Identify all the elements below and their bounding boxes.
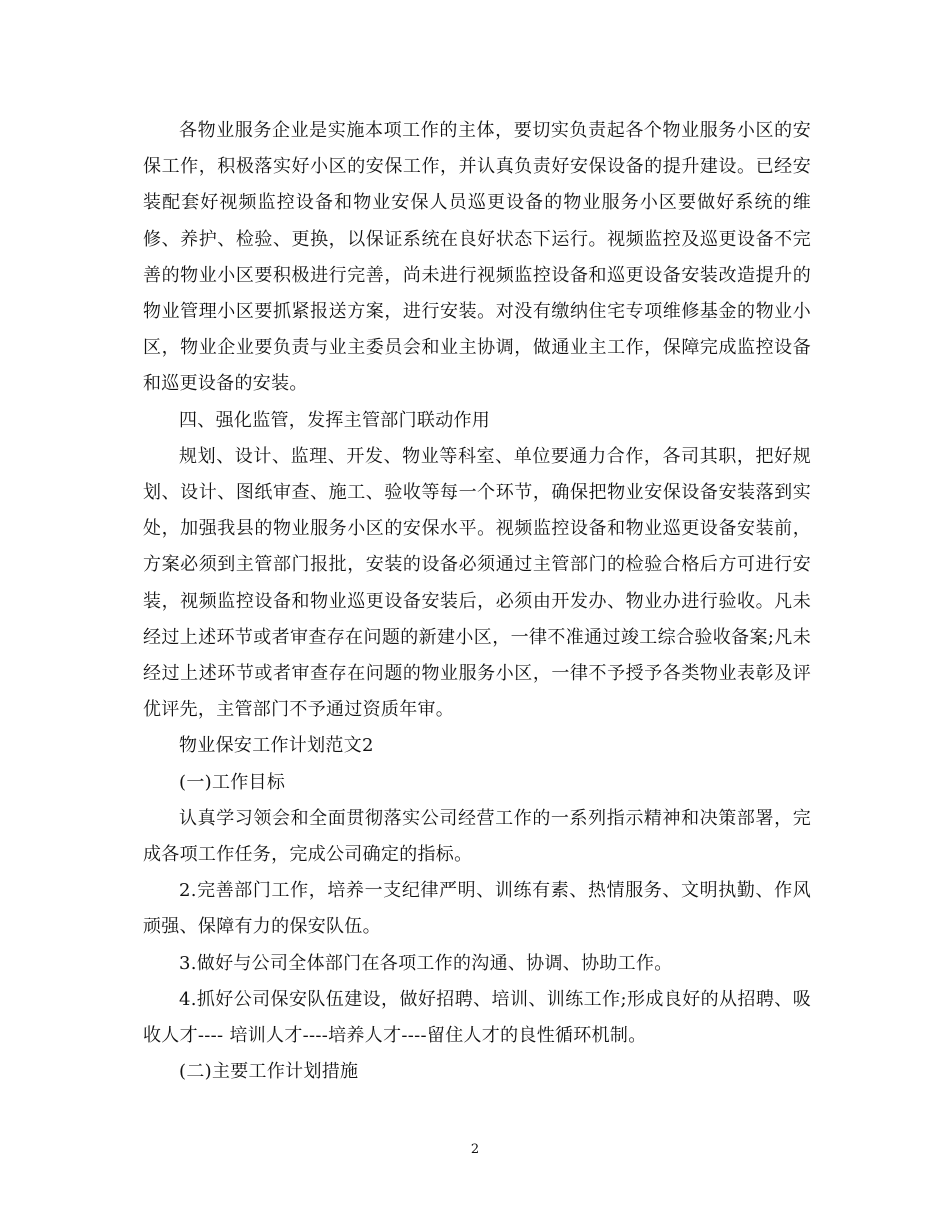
document-title-sample-2: 物业保安工作计划范文2	[179, 735, 374, 757]
paragraph-goal-3: 3.做好与公司全体部门在各项工作的沟通、协调、协助工作。	[179, 952, 673, 974]
document-body	[143, 113, 811, 1090]
paragraph-goal-1: 认真学习领会和全面贯彻落实公司经营工作的一系列指示精神和决策部署，完成各项工作任务，完成公司确定的指标。	[143, 807, 811, 866]
section-heading-work-goals: (一)工作目标	[179, 771, 286, 793]
paragraph-goal-4: 4.抓好公司保安队伍建设，做好招聘、培训、训练工作;形成良好的从招聘、吸收人才---- 培训人才----培养人才----留住人才的良性循环机制。	[143, 988, 811, 1047]
section-heading-main-measures: (二)主要工作计划措施	[179, 1061, 359, 1083]
page-number: 2	[470, 1142, 480, 1157]
section-heading-supervision: 四、强化监管，发挥主管部门联动作用	[179, 409, 491, 431]
paragraph-goal-2: 2.完善部门工作，培养一支纪律严明、训练有素、热情服务、文明执勤、作风顽强、保障有力的保安队伍。	[143, 880, 811, 938]
paragraph-supervision-details: 规划、设计、监理、开发、物业等科室、单位要通力合作，各司其职，把好规划、设计、图纸审查、施工、验收等每一个环节，确保把物业安保设备安装落到实处，加强我县的物业服务小区的安保水平。视频监控设备和物业巡更设备安装前，方案必须到主管部门报批，安装的设备必须通过主管部门的检验合格后方可进行安装，视频监控设备和物业巡更设备安装后，必须由开发办、物业办进行验收。凡未经过上述环节或者审查存在问题的新建小区，一律不准通过竣工综合验收备案;凡未经过上述环节或者审查存在问题的物业服务小区，一律不予授予各类物业表彰及评优评先，主管部门不予通过资质年审。	[143, 445, 811, 721]
paragraph-security-responsibility: 各物业服务企业是实施本项工作的主体，要切实负责起各个物业服务小区的安保工作，积极落实好小区的安保工作，并认真负责好安保设备的提升建设。已经安装配套好视频监控设备和物业安保人员巡更设备的物业服务小区要做好系统的维修、养护、检验、更换，以保证系统在良好状态下运行。视频监控及巡更设备不完善的物业小区要积极进行完善，尚未进行视频监控设备和巡更设备安装改造提升的物业管理小区要抓紧报送方案，进行安装。对没有缴纳住宅专项维修基金的物业小区，物业企业要负责与业主委员会和业主协调，做通业主工作，保障完成监控设备和巡更设备的安装。	[143, 120, 811, 395]
